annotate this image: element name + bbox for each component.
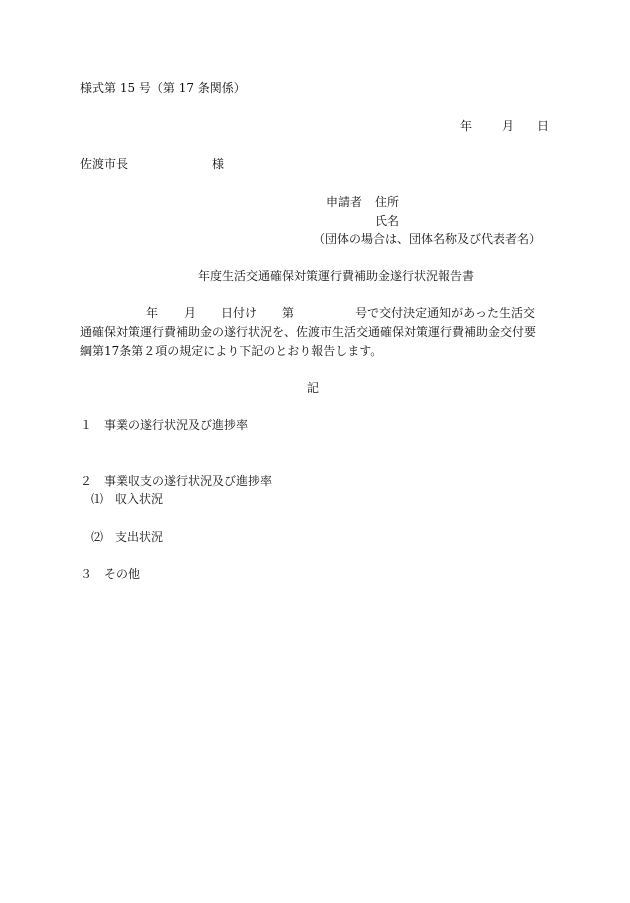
section-3-heading: ３ その他: [80, 567, 141, 581]
body-number-prefix: 第: [282, 306, 295, 320]
body-line-3: 綱第17条第２項の規定により下記のとおり報告します。: [80, 344, 383, 358]
form-number: 様式第 15 号（第 17 条関係）: [80, 81, 246, 95]
body-line-2: 通確保対策運行費補助金の遂行状況を、佐渡市生活交通確保対策運行費補助金交付要: [80, 325, 537, 339]
addressee-honorific: 様: [212, 157, 225, 171]
document-title: 年度生活交通確保対策運行費補助金遂行状況報告書: [198, 269, 475, 283]
body-line-1: [146, 305, 535, 321]
ki-heading: 記: [307, 381, 320, 395]
date-line: [460, 118, 549, 134]
addressee-title: 佐渡市長: [80, 157, 129, 171]
section-2-heading: ２ 事業収支の遂行状況及び進捗率: [80, 474, 273, 488]
date-year-label: 年: [460, 119, 473, 133]
date-day-label: 日: [537, 119, 550, 133]
applicant-note: （団体の場合は、団体名称及び代表者名）: [313, 232, 542, 246]
body-month-label: 月: [184, 306, 197, 320]
applicant-label: 申請者: [326, 195, 363, 209]
body-date-suffix: 日付け: [221, 306, 258, 320]
section-2-2-heading: ⑵ 支出状況: [91, 530, 164, 544]
date-month-label: 月: [502, 119, 515, 133]
applicant-name-label: 氏名: [375, 214, 400, 228]
section-1-heading: １ 事業の遂行状況及び進捗率: [80, 418, 249, 432]
section-2-1-heading: ⑴ 収入状況: [91, 492, 164, 506]
body-line-1-rest: 号で交付決定通知があった生活交: [355, 306, 535, 320]
applicant-address-label: 住所: [375, 195, 400, 209]
body-year-label: 年: [146, 306, 159, 320]
